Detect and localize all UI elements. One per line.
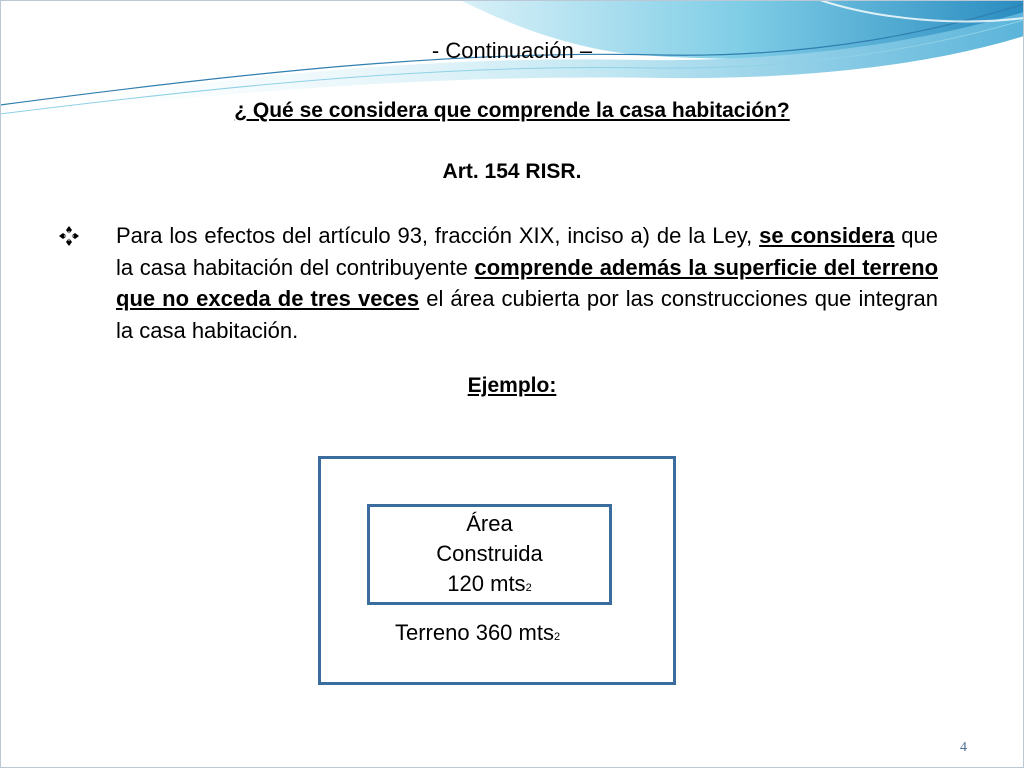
article-reference: Art. 154 RISR. <box>442 160 582 183</box>
question-heading: ¿ Qué se considera que comprende la casa habitación? <box>234 99 790 122</box>
terrain-label <box>395 620 560 646</box>
example-label: Ejemplo: <box>467 374 557 397</box>
slide-subtitle: - Continuación – <box>431 38 593 63</box>
built-area-line-1: Área <box>466 511 513 536</box>
paragraph-emphasis-1: se considera <box>759 223 895 248</box>
article-paragraph <box>116 220 938 346</box>
page-number: 4 <box>960 740 967 755</box>
built-area-text <box>367 509 612 603</box>
paragraph-text-1: Para los efectos del artículo 93, fracción XIX, inciso a) de la Ley, <box>116 223 760 248</box>
built-area-line-2: Construida <box>436 541 543 566</box>
terrain-unit-sub: 2 <box>553 631 561 643</box>
built-area-unit-sub: 2 <box>525 582 532 594</box>
paragraph-emphasis-2: comprende además la superficie del terreno que no exceda de tres veces <box>116 254 939 311</box>
terrain-value: Terreno 360 mts <box>395 620 554 645</box>
built-area-value: 120 mts <box>447 571 526 596</box>
paragraph-text-2: que la casa habitación del contribuyente <box>116 223 938 280</box>
diamond-bullet-icon <box>58 225 80 247</box>
built-area-line-3 <box>367 569 612 603</box>
paragraph-text-3: el área cubierta por las construcciones que integran la casa habitación. <box>116 286 938 343</box>
